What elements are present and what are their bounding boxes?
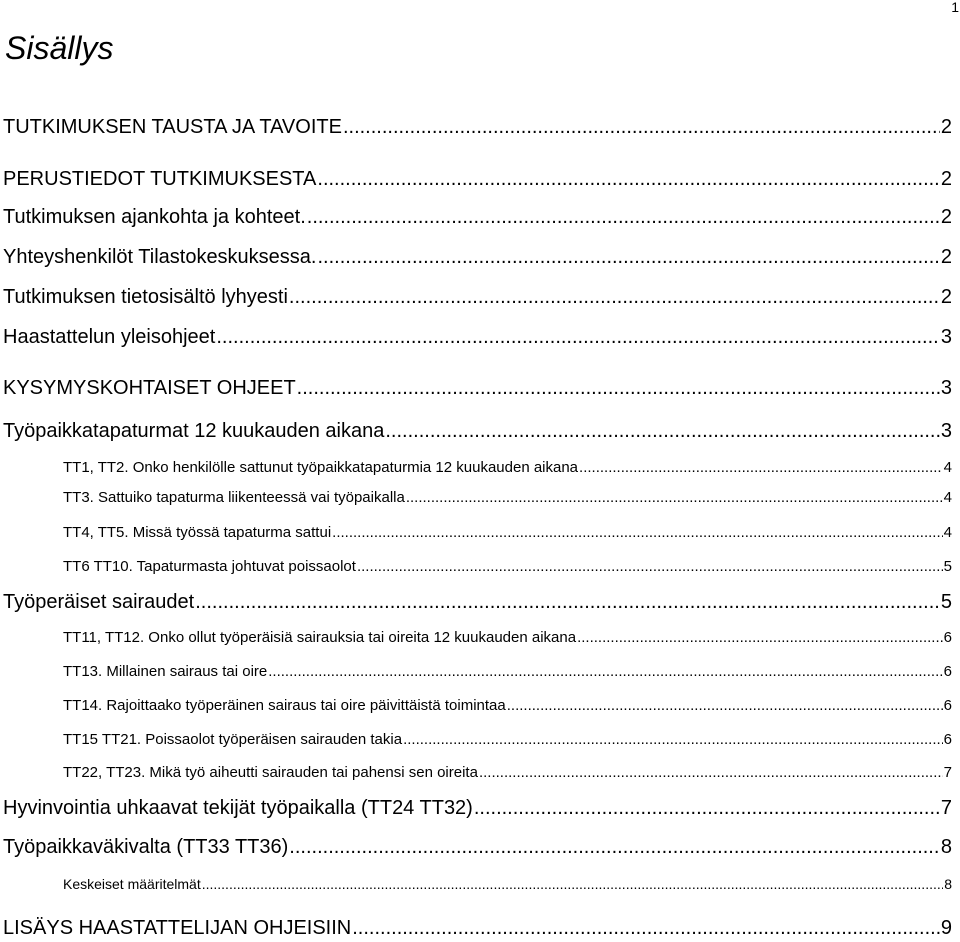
toc-entry-page: 5	[940, 591, 952, 613]
page-number: 1	[951, 0, 959, 15]
toc-entry-page: 2	[940, 116, 952, 138]
toc-entry-label: Työpaikkatapaturmat 12 kuukauden aikana	[3, 420, 385, 442]
toc-entry-tt3[interactable]	[0, 488, 952, 508]
toc-entry-page: 5	[943, 558, 952, 575]
toc-dot-leader	[385, 418, 940, 444]
toc-dot-leader	[317, 166, 939, 192]
toc-entry-page: 3	[940, 420, 952, 442]
toc-dot-leader	[352, 915, 940, 941]
toc-entry-label: TT4, TT5. Missä työssä tapaturma sattui	[63, 524, 332, 541]
toc-entry-page: 6	[943, 697, 952, 714]
toc-entry-tt1-tt2[interactable]	[0, 458, 952, 478]
toc-dot-leader	[216, 324, 940, 350]
toc-entry-tt15-tt21[interactable]	[0, 730, 952, 750]
toc-entry-label: TT15 TT21. Poissaolot työperäisen sairauden takia	[63, 731, 403, 748]
toc-dot-leader	[357, 557, 943, 577]
toc-dot-leader	[318, 244, 940, 270]
toc-entry-kysymyskohtaiset[interactable]	[0, 375, 952, 401]
toc-entry-label: TT11, TT12. Onko ollut työperäisiä sairauksia tai oireita 12 kuukauden aikana	[63, 629, 577, 646]
toc-entry-tt11-tt12[interactable]	[0, 628, 952, 648]
toc-entry-label: Keskeiset määritelmät	[63, 876, 201, 892]
toc-dot-leader	[297, 375, 940, 401]
toc-dot-leader	[268, 662, 942, 682]
toc-entry-label: TUTKIMUKSEN TAUSTA JA TAVOITE	[3, 116, 342, 138]
toc-entry-tt14[interactable]	[0, 696, 952, 716]
toc-entry-label: TT6 TT10. Tapaturmasta johtuvat poissaolot	[63, 558, 356, 575]
toc-entry-yleisohjeet[interactable]	[0, 324, 952, 350]
toc-dot-leader	[289, 284, 940, 310]
toc-entry-tutkimuksen-tausta[interactable]	[0, 114, 952, 140]
toc-entry-page: 3	[940, 326, 952, 348]
toc-entry-tyopaikkatapaturmat[interactable]	[0, 418, 952, 444]
toc-entry-page: 4	[943, 489, 952, 506]
toc-dot-leader	[307, 204, 940, 230]
toc-entry-tt4-tt5[interactable]	[0, 523, 952, 543]
toc-dot-leader	[577, 628, 943, 648]
toc-dot-leader	[289, 834, 940, 860]
toc-dot-leader	[479, 763, 943, 783]
toc-dot-leader	[343, 114, 940, 140]
toc-dot-leader	[406, 488, 943, 508]
toc-entry-page: 2	[940, 246, 952, 268]
toc-dot-leader	[195, 589, 940, 615]
toc-entry-tyopaikkavakivalta[interactable]	[0, 834, 952, 860]
toc-dot-leader	[332, 523, 943, 543]
toc-entry-tt13[interactable]	[0, 662, 952, 682]
toc-entry-label: TT1, TT2. Onko henkilölle sattunut työpaikkatapaturmia 12 kuukauden aikana	[63, 459, 579, 476]
toc-entry-page: 6	[943, 731, 952, 748]
toc-entry-label: LISÄYS HAASTATTELIJAN OHJEISIIN	[3, 917, 352, 939]
toc-entry-page: 2	[940, 168, 952, 190]
toc-entry-label: TT14. Rajoittaako työperäinen sairaus tai oire päivittäistä toimintaa	[63, 697, 506, 714]
toc-entry-perustiedot[interactable]	[0, 166, 952, 192]
toc-entry-tietosisalto[interactable]	[0, 284, 952, 310]
toc-title: Sisällys	[5, 30, 114, 66]
toc-entry-page: 6	[943, 663, 952, 680]
toc-entry-label: KYSYMYSKOHTAISET OHJEET	[3, 377, 296, 399]
toc-entry-label: Hyvinvointia uhkaavat tekijät työpaikalla (TT24 TT32)	[3, 797, 473, 819]
toc-dot-leader	[507, 696, 943, 716]
toc-dot-leader	[202, 875, 943, 893]
toc-dot-leader	[474, 795, 940, 821]
toc-entry-label: Haastattelun yleisohjeet	[3, 326, 216, 348]
toc-entry-label: Tutkimuksen ajankohta ja kohteet.	[3, 206, 306, 228]
toc-entry-page: 2	[940, 206, 952, 228]
toc-entry-yhteyshenkilot[interactable]	[0, 244, 952, 270]
toc-entry-label: Työpaikkaväkivalta (TT33 TT36)	[3, 836, 289, 858]
toc-entry-lisays[interactable]	[0, 915, 952, 941]
toc-entry-tt22-tt23[interactable]	[0, 763, 952, 783]
toc-entry-label: Tutkimuksen tietosisältö lyhyesti	[3, 286, 288, 308]
toc-entry-label: PERUSTIEDOT TUTKIMUKSESTA	[3, 168, 317, 190]
toc-entry-label: TT3. Sattuiko tapaturma liikenteessä vai työpaikalla	[63, 489, 405, 506]
toc-entry-page: 7	[940, 797, 952, 819]
toc-entry-page: 2	[940, 286, 952, 308]
toc-entry-page: 4	[943, 524, 952, 541]
toc-entry-page: 3	[940, 377, 952, 399]
toc-entry-page: 9	[940, 917, 952, 939]
toc-entry-page: 7	[943, 764, 952, 781]
toc-entry-tt6-tt10[interactable]	[0, 557, 952, 577]
toc-entry-page: 4	[943, 459, 952, 476]
toc-entry-tyoperaiset-sairaudet[interactable]	[0, 589, 952, 615]
toc-entry-label: Työperäiset sairaudet	[3, 591, 195, 613]
toc-entry-label: TT13. Millainen sairaus tai oire	[63, 663, 268, 680]
toc-entry-page: 8	[940, 836, 952, 858]
toc-dot-leader	[403, 730, 943, 750]
toc-entry-ajankohta[interactable]	[0, 204, 952, 230]
toc-dot-leader	[579, 458, 943, 478]
toc-entry-keskeiset-maaritelmat[interactable]	[0, 875, 952, 893]
toc-entry-label: Yhteyshenkilöt Tilastokeskuksessa.	[3, 246, 317, 268]
toc-entry-page: 6	[943, 629, 952, 646]
toc-entry-hyvinvointia[interactable]	[0, 795, 952, 821]
toc-entry-label: TT22, TT23. Mikä työ aiheutti sairauden tai pahensi sen oireita	[63, 764, 478, 781]
toc-entry-page: 8	[944, 876, 952, 892]
